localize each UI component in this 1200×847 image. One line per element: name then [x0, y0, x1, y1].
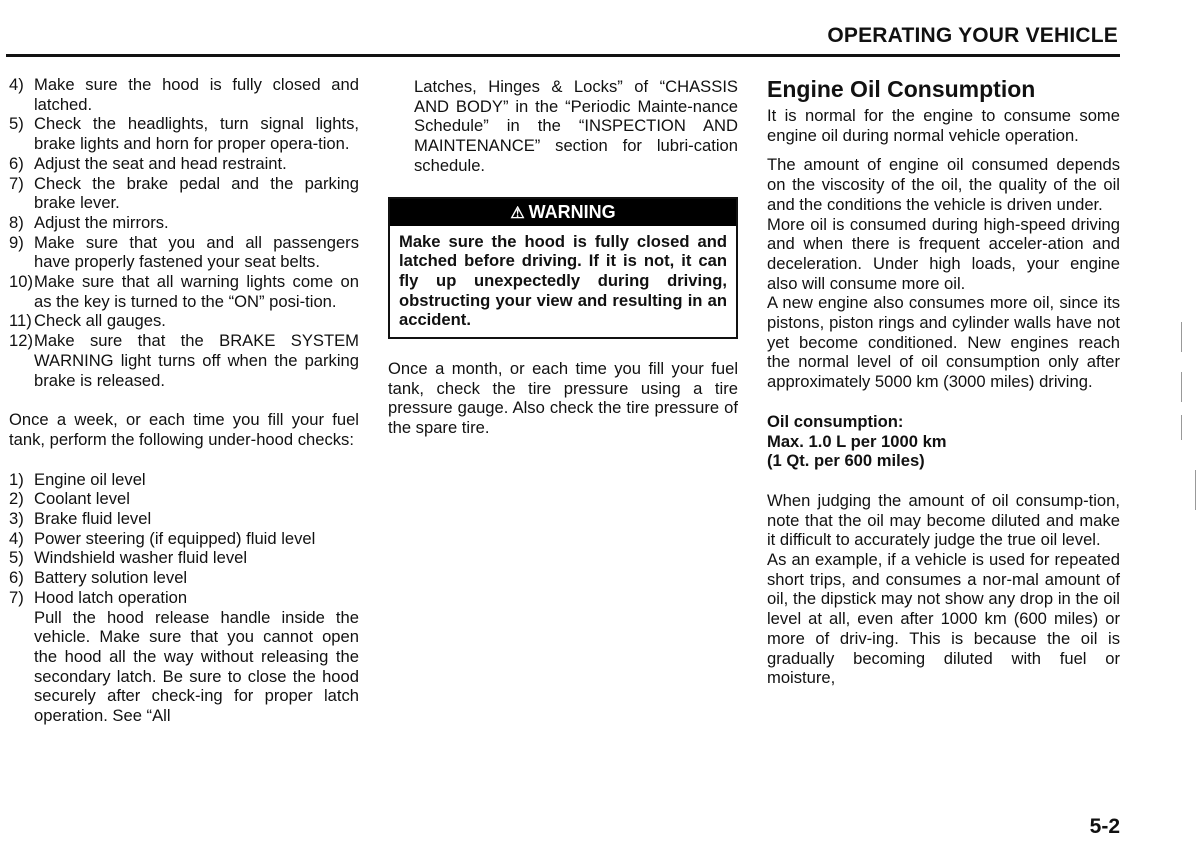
list-item: 6) Battery solution level: [9, 568, 188, 588]
margin-mark: [1181, 372, 1182, 402]
paragraph: A new engine also consumes more oil, since its pistons, piston rings and cylinder walls have not yet become conditioned. New engines reach the normal level of oil consumption only after approximately 5000 km (3000 miles) driving.: [767, 293, 1120, 392]
list-item: 8) Adjust the mirrors.: [9, 212, 169, 232]
spec-value-imperial: (1 Qt. per 600 miles): [767, 451, 925, 471]
column-left: [9, 75, 359, 726]
margin-mark: [1181, 322, 1182, 352]
list-item: 3) Brake fluid level: [9, 509, 152, 529]
column-middle: [388, 77, 738, 438]
section-title: Engine Oil Consumption: [767, 76, 1036, 102]
spec-value-metric: Max. 1.0 L per 1000 km: [767, 431, 947, 451]
list-item: 4) Power steering (if equipped) fluid level: [9, 528, 316, 548]
warning-box: [388, 197, 738, 340]
list-item: 6) Adjust the seat and head restraint.: [9, 153, 287, 173]
weekly-check-intro: Once a week, or each time you fill your fuel tank, perform the following under-hood checks:: [9, 410, 359, 449]
column-right: [767, 76, 1120, 688]
spec-label: Oil consumption:: [767, 411, 904, 431]
warning-heading: ⚠ WARNING: [390, 199, 736, 226]
list-item: 7) Check the brake pedal and the parking brake lever.: [9, 173, 359, 213]
paragraph: It is normal for the engine to consume some engine oil during normal vehicle operation.: [767, 106, 1120, 145]
list-item: 7) Hood latch operation: [9, 587, 188, 607]
header-rule: [6, 54, 1120, 57]
pre-drive-steps-list: [9, 75, 359, 390]
list-item: 9) Make sure that you and all passengers have properly fastened your seat belts.: [9, 232, 359, 272]
list-item-detail: Pull the hood release handle inside the vehicle. Make sure that you cannot open the hood all the way without releasing the secondary latch. Be sure to close the hood securely after check-ing for proper latch operation. See “All: [34, 607, 359, 726]
paragraph: More oil is consumed during high-speed driving and when there is frequent acceler-ation and deceleration. Under high loads, your engine also will consume more oil.: [767, 214, 1120, 293]
page-number: 5-2: [1089, 815, 1120, 838]
list-item: 4) Make sure the hood is fully closed and latched.: [9, 75, 359, 114]
under-hood-checks-list: [9, 470, 359, 726]
list-item: 12) Make sure that the BRAKE SYSTEM WARNING light turns off when the parking brake is released.: [9, 331, 359, 390]
oil-consumption-spec: [767, 412, 1120, 471]
warning-triangle-icon: ⚠: [510, 204, 525, 222]
list-item: 5) Windshield washer fluid level: [9, 548, 248, 568]
list-item: 10) Make sure that all warning lights come on as the key is turned to the “ON” posi-tion.: [9, 272, 359, 311]
list-item: 1) Engine oil level: [9, 469, 146, 489]
list-item: 2) Coolant level: [9, 489, 130, 509]
paragraph: The amount of engine oil consumed depends on the viscosity of the oil, the quality of the oil and the conditions the vehicle is driven under.: [767, 155, 1120, 214]
page-header-title: OPERATING YOUR VEHICLE: [827, 24, 1118, 47]
paragraph: When judging the amount of oil consump-tion, note that the oil may become diluted and make it difficult to accurately judge the true oil level.: [767, 490, 1120, 550]
warning-body: Make sure the hood is fully closed and latched before driving. If it is not, it can fly up unexpectedly during driving, obstructing your view and resulting in an accident.: [399, 231, 727, 330]
paragraph: As an example, if a vehicle is used for repeated short trips, and consumes a nor-mal amount of oil, the dipstick may not show any drop in the oil level at all, even after 1000 km (600 miles) or more of driv-ing. This is because the oil is gradually becoming diluted with fuel or moisture,: [767, 550, 1120, 688]
list-item: 5) Check the headlights, turn signal lights, brake lights and horn for proper opera-tion.: [9, 114, 359, 154]
margin-mark: [1181, 415, 1182, 440]
list-item: 11) Check all gauges.: [9, 311, 166, 331]
tire-pressure-paragraph: Once a month, or each time you fill your fuel tank, check the tire pressure using a tire pressure gauge. Also check the tire pressure of the spare tire.: [388, 359, 738, 438]
margin-mark: [1195, 470, 1196, 510]
continuation-text: Latches, Hinges & Locks” of “CHASSIS AND BODY” in the “Periodic Mainte-nance Schedule” in the “INSPECTION AND MAINTENANCE” section for lubri-cation schedule.: [414, 77, 738, 175]
